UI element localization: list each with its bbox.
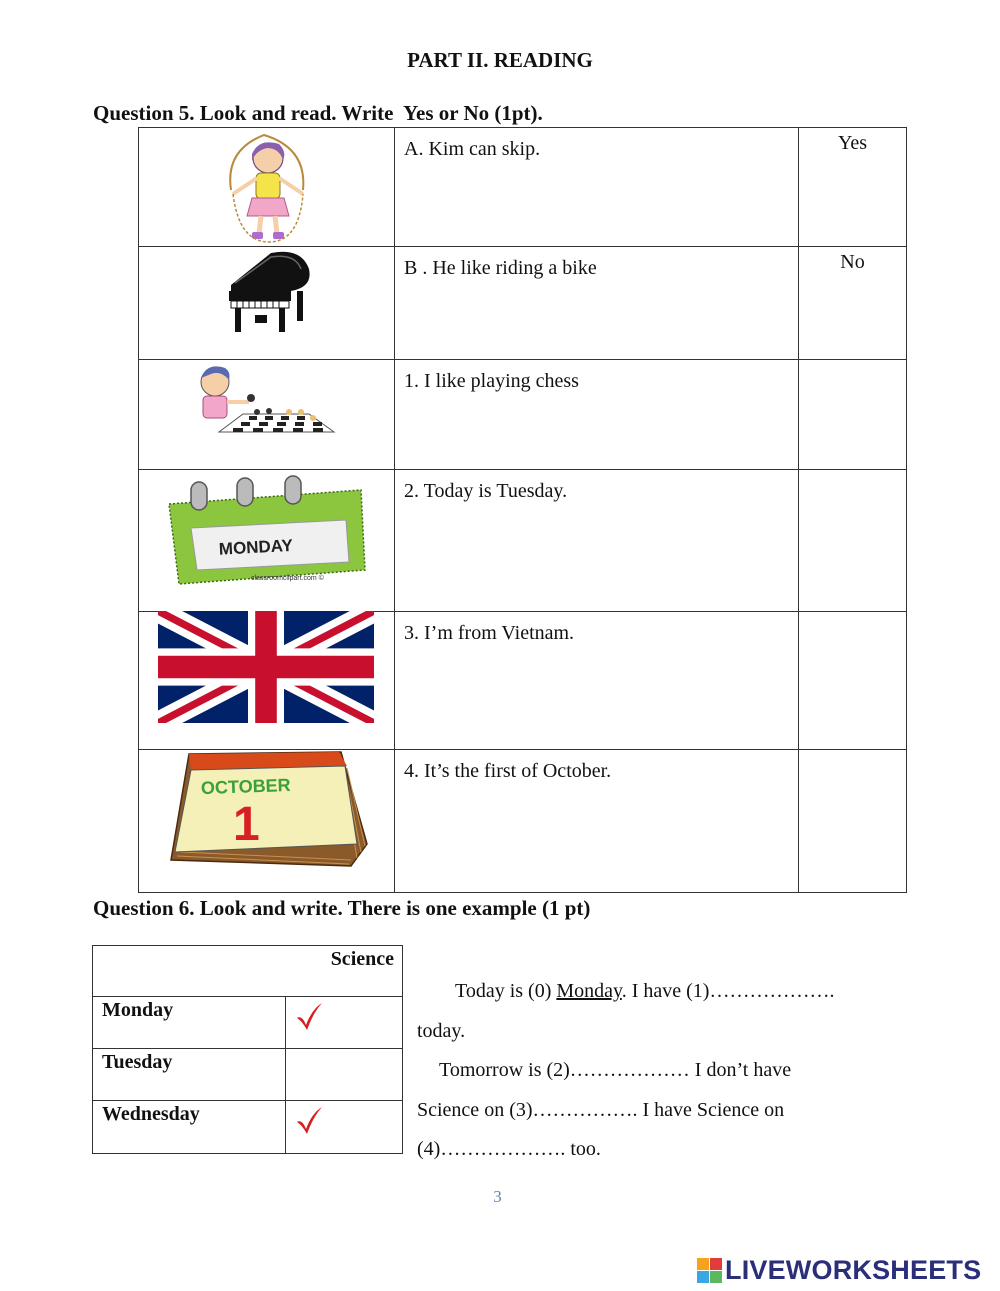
girl-skipping-rope-image: [219, 130, 319, 245]
table-row: [139, 247, 907, 360]
logo-blocks-icon: [697, 1258, 723, 1284]
check-icon: [294, 1105, 324, 1135]
example-answer: Monday: [556, 980, 622, 1002]
table-row: [139, 612, 907, 750]
answer-cell[interactable]: [799, 470, 907, 612]
paragraph-line: [417, 972, 897, 1012]
blank-3-line[interactable]: Science on (3)……………. I have Science on: [417, 1098, 785, 1121]
statement-text: 2. Today is Tuesday.: [404, 480, 568, 502]
statement-text: 4. It’s the first of October.: [404, 760, 612, 782]
paragraph-line: today.: [417, 1019, 466, 1042]
question-5-heading: Question 5. Look and read. Write Yes or No (1pt).: [93, 101, 543, 125]
statement-text: 1. I like playing chess: [404, 370, 579, 392]
brand-name: LIVEWORKSHEETS: [725, 1255, 982, 1285]
answer-cell[interactable]: [799, 247, 907, 360]
check-icon: [294, 1001, 324, 1031]
statement-cell: [395, 750, 799, 893]
calendar-label: MONDAY: [218, 535, 294, 559]
table-row: [93, 997, 403, 1049]
blank-1[interactable]: . I have (1)……………….: [621, 980, 835, 1002]
question-6-heading: Question 6. Look and write. There is one example (1 pt): [93, 896, 591, 920]
statement-cell: [395, 128, 799, 247]
grand-piano-image: [221, 247, 317, 339]
statement-cell: [395, 612, 799, 750]
answer-cell[interactable]: [799, 360, 907, 470]
answer-text: No: [840, 251, 865, 273]
science-header: Science: [330, 948, 394, 970]
answer-text: [799, 612, 906, 616]
october-day: 1: [233, 798, 260, 851]
statement-cell: [395, 470, 799, 612]
table-row: [139, 360, 907, 470]
blank-4-line[interactable]: (4)………………. too.: [417, 1138, 601, 1160]
image-cell: [139, 470, 395, 612]
answer-text: [799, 470, 906, 474]
science-schedule-table: [92, 945, 403, 1154]
table-row: [139, 750, 907, 893]
blank-2-line[interactable]: Tomorrow is (2)……………… I don’t have: [439, 1059, 792, 1081]
monday-calendar-image: [161, 472, 371, 592]
day-cell: [93, 997, 286, 1049]
october-label: OCTOBER: [200, 774, 291, 799]
day-label: Wednesday: [102, 1103, 200, 1125]
mark-cell: [286, 1101, 403, 1154]
answer-text: [799, 360, 906, 364]
line-text: Today is (0): [455, 980, 557, 1002]
mark-cell: [286, 997, 403, 1049]
table-row: [93, 946, 403, 997]
page-number: 3: [493, 1187, 502, 1206]
boy-playing-chess-image: [189, 362, 339, 442]
october-calendar-image: [161, 748, 371, 874]
mark-cell: [286, 1049, 403, 1101]
statement-text: 3. I’m from Vietnam.: [404, 622, 575, 644]
statement-text: A. Kim can skip.: [404, 138, 541, 160]
reading-paragraph: [417, 972, 897, 1170]
image-cell: [139, 612, 395, 750]
answer-text: [799, 750, 906, 754]
brand-logo: [697, 1255, 981, 1286]
answer-text: Yes: [837, 132, 868, 154]
answer-cell[interactable]: [799, 612, 907, 750]
image-cell: [139, 247, 395, 360]
answer-cell[interactable]: [799, 128, 907, 247]
image-cell: [139, 360, 395, 470]
statement-cell: [395, 247, 799, 360]
statement-cell: [395, 360, 799, 470]
question-5-table: [138, 127, 907, 893]
day-cell: [93, 1049, 286, 1101]
table-row: [139, 128, 907, 247]
answer-cell[interactable]: [799, 750, 907, 893]
image-cell: [139, 750, 395, 893]
day-label: Monday: [102, 999, 174, 1021]
day-label: Tuesday: [102, 1051, 173, 1073]
statement-text: B . He like riding a bike: [404, 257, 597, 279]
table-row: [139, 470, 907, 612]
image-cell: [139, 128, 395, 247]
table-header: [93, 946, 403, 997]
table-row: [93, 1049, 403, 1101]
day-cell: [93, 1101, 286, 1154]
page-title: PART II. READING: [407, 48, 593, 72]
uk-flag-image: [158, 611, 374, 723]
table-row: [93, 1101, 403, 1154]
calendar-credit: classroomclipart.com ©: [251, 575, 324, 582]
